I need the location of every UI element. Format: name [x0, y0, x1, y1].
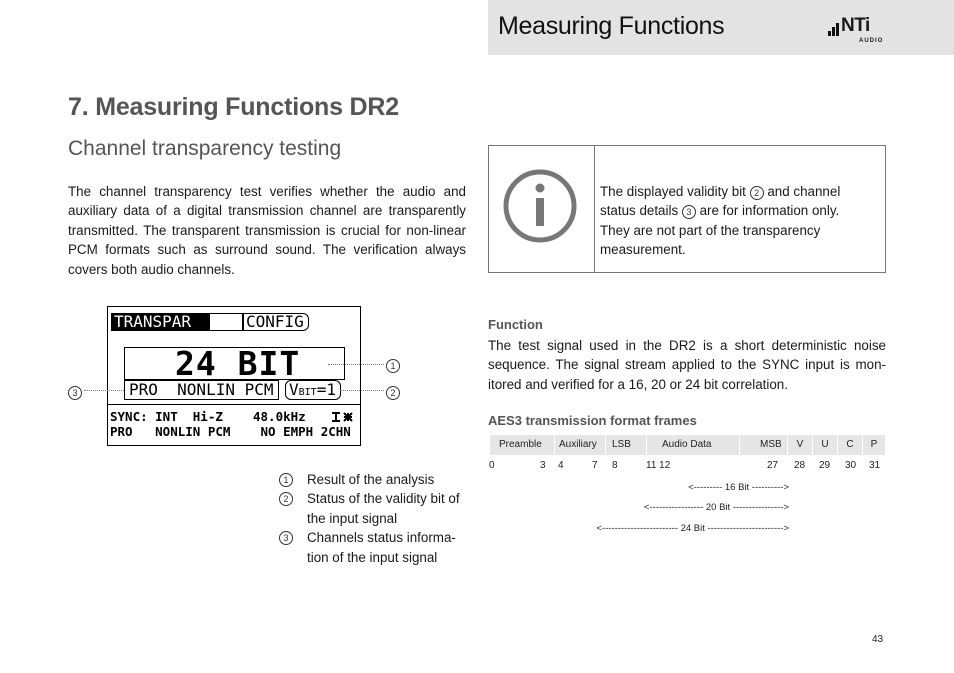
legend-item: [279, 489, 479, 528]
section-title: Channel transparency testing: [68, 137, 342, 160]
lcd-format: PRO NONLIN PCM: [124, 380, 279, 400]
info-box: [488, 145, 886, 273]
legend-num: 3: [279, 531, 293, 545]
aes-bit-number: 31: [869, 460, 881, 471]
function-body: The test signal used in the DR2 is a short deterministic noise sequence. The signal stream applied to the SYNC input is mon-itored and verified for a 16, 20 or 24 bit correlation.: [488, 338, 886, 392]
callout-1: 1: [386, 356, 400, 374]
function-heading: Function: [488, 317, 543, 332]
aes-range-24bit: <------------------------ 24 Bit ------------------------>: [596, 523, 789, 534]
aes-bit-number: 0: [489, 460, 495, 471]
lcd-validity-val: =1: [316, 380, 336, 399]
intro-paragraph: The channel transparency test verifies whether the audio and auxiliary data of a digital transmission channel are transparently transmitted. The transparent transmission is crucial for non-linear PCM formats such as surround sound. The verification always covers both audio channels.: [68, 184, 466, 277]
info-num-2: 2: [750, 186, 764, 200]
aes-header-cell: LSB: [606, 435, 646, 455]
aes-header-cell: V: [788, 435, 812, 455]
aes-header-cell: Preamble: [490, 435, 554, 455]
chapter-title: 7. Measuring Functions DR2: [68, 93, 399, 121]
lcd-tab-gap: [209, 313, 243, 331]
lcd-validity: [285, 380, 341, 400]
aes-header-cell: C: [838, 435, 862, 455]
legend-text: Channels status informa-tion of the input signal: [307, 530, 456, 565]
legend: [279, 470, 479, 567]
aes-header-cell: MSB: [740, 435, 787, 455]
aes-header-cell: U: [813, 435, 837, 455]
logo-brand: NTi: [841, 15, 870, 36]
aes-bit-number: 29: [819, 460, 831, 471]
lcd-status-line2: PRO NONLIN PCM NO EMPH 2CHN: [110, 424, 351, 439]
callout-1-leader: [328, 364, 384, 365]
callout-2-leader: [340, 390, 384, 391]
lcd-validity-sub: BIT: [298, 387, 317, 398]
aes-bit-number: 3: [540, 460, 546, 471]
legend-item: [279, 528, 479, 567]
logo-sub: AUDIO: [859, 38, 884, 44]
legend-num: 2: [279, 492, 293, 506]
aes-range-16bit: <--------- 16 Bit ---------->: [688, 482, 789, 493]
aes-heading: AES3 transmission format frames: [488, 413, 697, 428]
aes-header-cell: Auxiliary: [555, 435, 605, 455]
lcd-tab-transpar: TRANSPAR: [111, 313, 209, 331]
legend-item: [279, 470, 479, 489]
lcd-link-icon: [330, 410, 354, 424]
aes-bit-number: 28: [794, 460, 806, 471]
callout-3-leader: [84, 390, 124, 391]
legend-text: Status of the validity bit of the input signal: [307, 491, 460, 526]
aes-range-20bit: <----------------- 20 Bit ---------------->: [643, 502, 789, 513]
legend-num: 1: [279, 473, 293, 487]
aes-bit-number: 11 12: [646, 460, 671, 471]
header-title: Measuring Functions: [498, 12, 725, 40]
callout-2: 2: [386, 383, 400, 401]
nti-audio-logo: [828, 15, 888, 46]
aes-bit-number: 27: [767, 460, 779, 471]
lcd-status-line1: SYNC: INT Hi-Z 48.0kHz: [110, 409, 306, 424]
page-number: 43: [872, 634, 884, 645]
aes-bit-number: 30: [845, 460, 857, 471]
info-divider: [594, 146, 595, 272]
lcd-tab-config: CONFIG: [243, 313, 309, 331]
lcd-result: 24 BIT: [124, 347, 345, 380]
aes-bit-number: 8: [612, 460, 618, 471]
lcd-validity-v: V: [289, 380, 299, 399]
info-icon: [502, 168, 578, 244]
callout-3: 3: [68, 383, 82, 401]
legend-text: Result of the analysis: [307, 472, 435, 487]
info-num-3: 3: [682, 205, 696, 219]
aes-bit-number: 7: [592, 460, 598, 471]
lcd-display: [107, 306, 361, 446]
lcd-separator: [108, 404, 360, 405]
aes-header-cell: P: [863, 435, 885, 455]
aes-header-cell: Audio Data: [647, 435, 739, 455]
aes-bit-number: 4: [558, 460, 564, 471]
info-text: The displayed validity bit 2 and channel status details 3 are for information only. They are not part of the transparency measurement.: [600, 184, 841, 258]
